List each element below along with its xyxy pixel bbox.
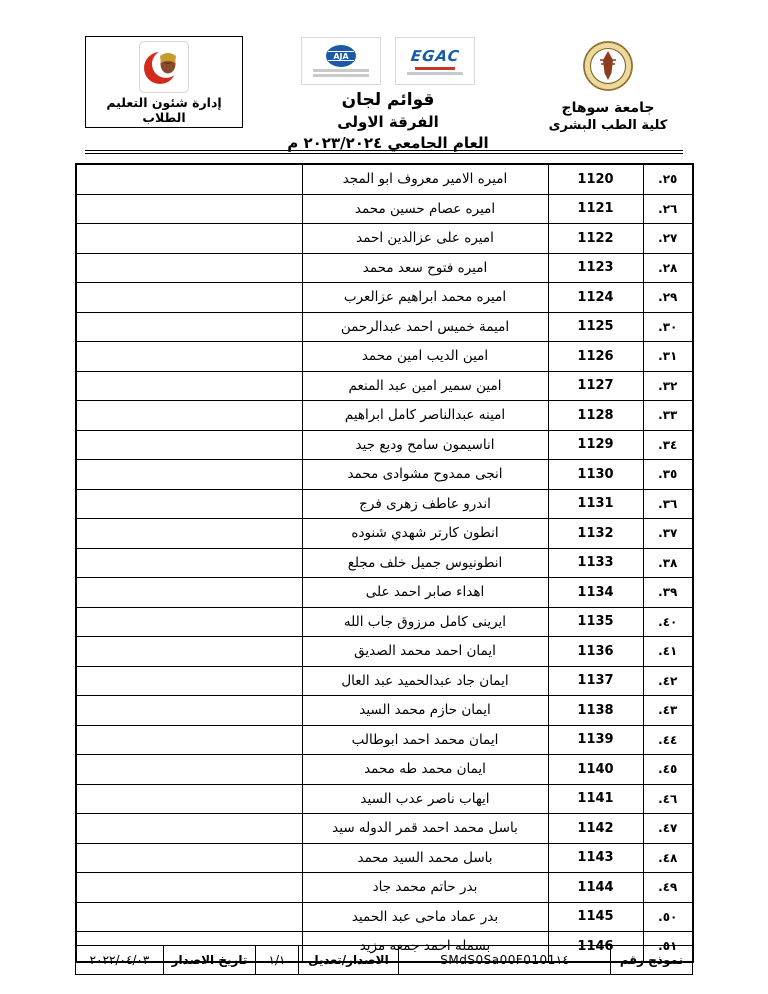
empty-cell (76, 164, 302, 194)
empty-cell (76, 902, 302, 932)
egac-caption-bar (415, 67, 455, 70)
students-table-body (76, 164, 693, 962)
seat-number-cell: 1140 (548, 755, 643, 785)
empty-cell (76, 519, 302, 549)
university-block (533, 36, 683, 133)
table-row (76, 814, 693, 844)
seat-number-cell: 1128 (548, 401, 643, 431)
sohag-university-logo (582, 40, 634, 92)
seat-number-cell: 1135 (548, 607, 643, 637)
issue-date-label: تاريخ الاصدار (164, 946, 256, 975)
empty-cell (76, 666, 302, 696)
student-name-cell: اميره فتوح سعد محمد (302, 253, 548, 283)
student-name-cell: امينه عبدالناصر كامل ابراهيم (302, 401, 548, 431)
university-name: جامعة سوهاج (561, 100, 655, 116)
empty-cell (76, 401, 302, 431)
table-row (76, 519, 693, 549)
empty-cell (76, 814, 302, 844)
row-number-cell: ٤٣. (643, 696, 693, 726)
row-number-cell: ٥١. (643, 932, 693, 962)
student-name-cell: اميره الامير معروف ابو المجد (302, 164, 548, 194)
row-number-cell: ٣٥. (643, 460, 693, 490)
header-divider (85, 150, 683, 154)
table-row (76, 194, 693, 224)
student-name-cell: بدر عماد ماحى عبد الحميد (302, 902, 548, 932)
row-number-cell: ٢٥. (643, 164, 693, 194)
seat-number-cell: 1138 (548, 696, 643, 726)
table-row (76, 607, 693, 637)
table-row (76, 283, 693, 313)
row-number-cell: ٤٨. (643, 843, 693, 873)
student-name-cell: بدر حاتم محمد جاد (302, 873, 548, 903)
table-row (76, 696, 693, 726)
row-number-cell: ٥٠. (643, 902, 693, 932)
empty-cell (76, 253, 302, 283)
certification-logos (243, 36, 533, 86)
empty-cell (76, 224, 302, 254)
seat-number-cell: 1144 (548, 873, 643, 903)
student-name-cell: امين الديب امين محمد (302, 342, 548, 372)
table-row (76, 224, 693, 254)
document-title: قوائم لجان (341, 90, 435, 110)
empty-cell (76, 371, 302, 401)
footer-table (75, 945, 693, 975)
seat-number-cell: 1136 (548, 637, 643, 667)
row-number-cell: ٣٣. (643, 401, 693, 431)
seat-number-cell: 1141 (548, 784, 643, 814)
aja-caption-bar (313, 69, 369, 72)
empty-cell (76, 873, 302, 903)
row-number-cell: ٤٧. (643, 814, 693, 844)
student-name-cell: اناسيمون سامح وديع جيد (302, 430, 548, 460)
empty-cell (76, 843, 302, 873)
seat-number-cell: 1137 (548, 666, 643, 696)
aja-label: AJA (333, 51, 349, 61)
seat-number-cell: 1122 (548, 224, 643, 254)
student-name-cell: انجى ممدوح مشوادى محمد (302, 460, 548, 490)
table-row (76, 873, 693, 903)
student-name-cell: باسل محمد احمد قمر الدوله سيد (302, 814, 548, 844)
table-row (76, 784, 693, 814)
seat-number-cell: 1131 (548, 489, 643, 519)
row-number-cell: ٢٦. (643, 194, 693, 224)
seat-number-cell: 1121 (548, 194, 643, 224)
empty-cell (76, 312, 302, 342)
row-number-cell: ٤٦. (643, 784, 693, 814)
form-number-value: SMdS0Sa00F0101١٤ (399, 946, 611, 975)
table-row (76, 843, 693, 873)
row-number-cell: ٤٩. (643, 873, 693, 903)
table-row (76, 902, 693, 932)
egac-label: EGAC (409, 47, 461, 65)
empty-cell (76, 342, 302, 372)
row-number-cell: ٢٩. (643, 283, 693, 313)
row-number-cell: ٣١. (643, 342, 693, 372)
row-number-cell: ٣٢. (643, 371, 693, 401)
table-row (76, 342, 693, 372)
student-name-cell: اميره على عزالدين احمد (302, 224, 548, 254)
table-row (76, 401, 693, 431)
student-name-cell: امين سمير امين عبد المنعم (302, 371, 548, 401)
empty-cell (76, 194, 302, 224)
student-name-cell: انطون كارتر شهدي شنوده (302, 519, 548, 549)
table-row (76, 489, 693, 519)
student-name-cell: اميمة خميس احمد عبدالرحمن (302, 312, 548, 342)
empty-cell (76, 696, 302, 726)
seat-number-cell: 1134 (548, 578, 643, 608)
student-name-cell: ايمان محمد احمد ابوطالب (302, 725, 548, 755)
student-name-cell: باسل محمد السيد محمد (302, 843, 548, 873)
row-number-cell: ٤٤. (643, 725, 693, 755)
row-number-cell: ٢٧. (643, 224, 693, 254)
empty-cell (76, 725, 302, 755)
empty-cell (76, 755, 302, 785)
empty-cell (76, 430, 302, 460)
table-row (76, 755, 693, 785)
student-name-cell: اندرو عاطف زهرى فرج (302, 489, 548, 519)
student-name-cell: اميره محمد ابراهيم عزالعرب (302, 283, 548, 313)
seat-number-cell: 1129 (548, 430, 643, 460)
row-number-cell: ٤٠. (643, 607, 693, 637)
row-number-cell: ٣٠. (643, 312, 693, 342)
student-name-cell: انطونيوس جميل خلف مجلع (302, 548, 548, 578)
seat-number-cell: 1143 (548, 843, 643, 873)
seat-number-cell: 1146 (548, 932, 643, 962)
row-number-cell: ٤١. (643, 637, 693, 667)
egac-caption-bar2 (407, 72, 463, 75)
student-name-cell: بسمله احمد جمعه مزيد (302, 932, 548, 962)
empty-cell (76, 607, 302, 637)
table-row (76, 312, 693, 342)
footer-row (76, 946, 693, 975)
seat-number-cell: 1142 (548, 814, 643, 844)
aja-globe-icon (326, 45, 356, 67)
seat-number-cell: 1130 (548, 460, 643, 490)
header (85, 36, 683, 152)
seat-number-cell: 1132 (548, 519, 643, 549)
empty-cell (76, 637, 302, 667)
student-name-cell: ايمان محمد طه محمد (302, 755, 548, 785)
empty-cell (76, 784, 302, 814)
table-row (76, 637, 693, 667)
seat-number-cell: 1127 (548, 371, 643, 401)
seat-number-cell: 1139 (548, 725, 643, 755)
empty-cell (76, 578, 302, 608)
header-center (243, 36, 533, 152)
table-row (76, 253, 693, 283)
issue-date-value: ٢٠٢٢/٠٤/٠٣ (76, 946, 164, 975)
table-row (76, 371, 693, 401)
row-number-cell: ٣٦. (643, 489, 693, 519)
empty-cell (76, 489, 302, 519)
faculty-medicine-logo (139, 41, 189, 93)
empty-cell (76, 548, 302, 578)
form-number-label: نموذج رقم (611, 946, 693, 975)
seat-number-cell: 1123 (548, 253, 643, 283)
row-number-cell: ٣٨. (643, 548, 693, 578)
seat-number-cell: 1120 (548, 164, 643, 194)
seat-number-cell: 1133 (548, 548, 643, 578)
table-row (76, 548, 693, 578)
department-box (85, 36, 243, 128)
empty-cell (76, 283, 302, 313)
aja-logo (301, 37, 381, 85)
seat-number-cell: 1124 (548, 283, 643, 313)
empty-cell (76, 460, 302, 490)
student-name-cell: اهداء صابر احمد على (302, 578, 548, 608)
students-table (75, 163, 694, 963)
row-number-cell: ٢٨. (643, 253, 693, 283)
table-row (76, 164, 693, 194)
seat-number-cell: 1125 (548, 312, 643, 342)
department-name: إدارة شئون التعليم الطلاب (106, 95, 222, 125)
grade-title: الفرقة الاولى (337, 113, 439, 131)
student-name-cell: ايمان حازم محمد السيد (302, 696, 548, 726)
issue-label: الاصدار/تعديل (299, 946, 399, 975)
table-row (76, 460, 693, 490)
egac-logo (395, 37, 475, 85)
student-name-cell: ايرينى كامل مرزوق جاب الله (302, 607, 548, 637)
row-number-cell: ٤٢. (643, 666, 693, 696)
student-name-cell: ايهاب ناصر عدب السيد (302, 784, 548, 814)
table-row (76, 666, 693, 696)
row-number-cell: ٣٩. (643, 578, 693, 608)
seat-number-cell: 1126 (548, 342, 643, 372)
student-name-cell: اميره عصام حسين محمد (302, 194, 548, 224)
table-row (76, 578, 693, 608)
table-row (76, 430, 693, 460)
student-name-cell: ايمان جاد عبدالحميد عبد العال (302, 666, 548, 696)
issue-value: ١/١ (256, 946, 299, 975)
academic-year: العام الجامعي ٢٠٢٣/٢٠٢٤ م (287, 134, 489, 152)
seat-number-cell: 1145 (548, 902, 643, 932)
aja-caption-bar2 (313, 74, 369, 77)
student-name-cell: ايمان احمد محمد الصديق (302, 637, 548, 667)
row-number-cell: ٣٧. (643, 519, 693, 549)
row-number-cell: ٣٤. (643, 430, 693, 460)
faculty-name: كلية الطب البشرى (548, 118, 668, 133)
table-row (76, 725, 693, 755)
row-number-cell: ٤٥. (643, 755, 693, 785)
